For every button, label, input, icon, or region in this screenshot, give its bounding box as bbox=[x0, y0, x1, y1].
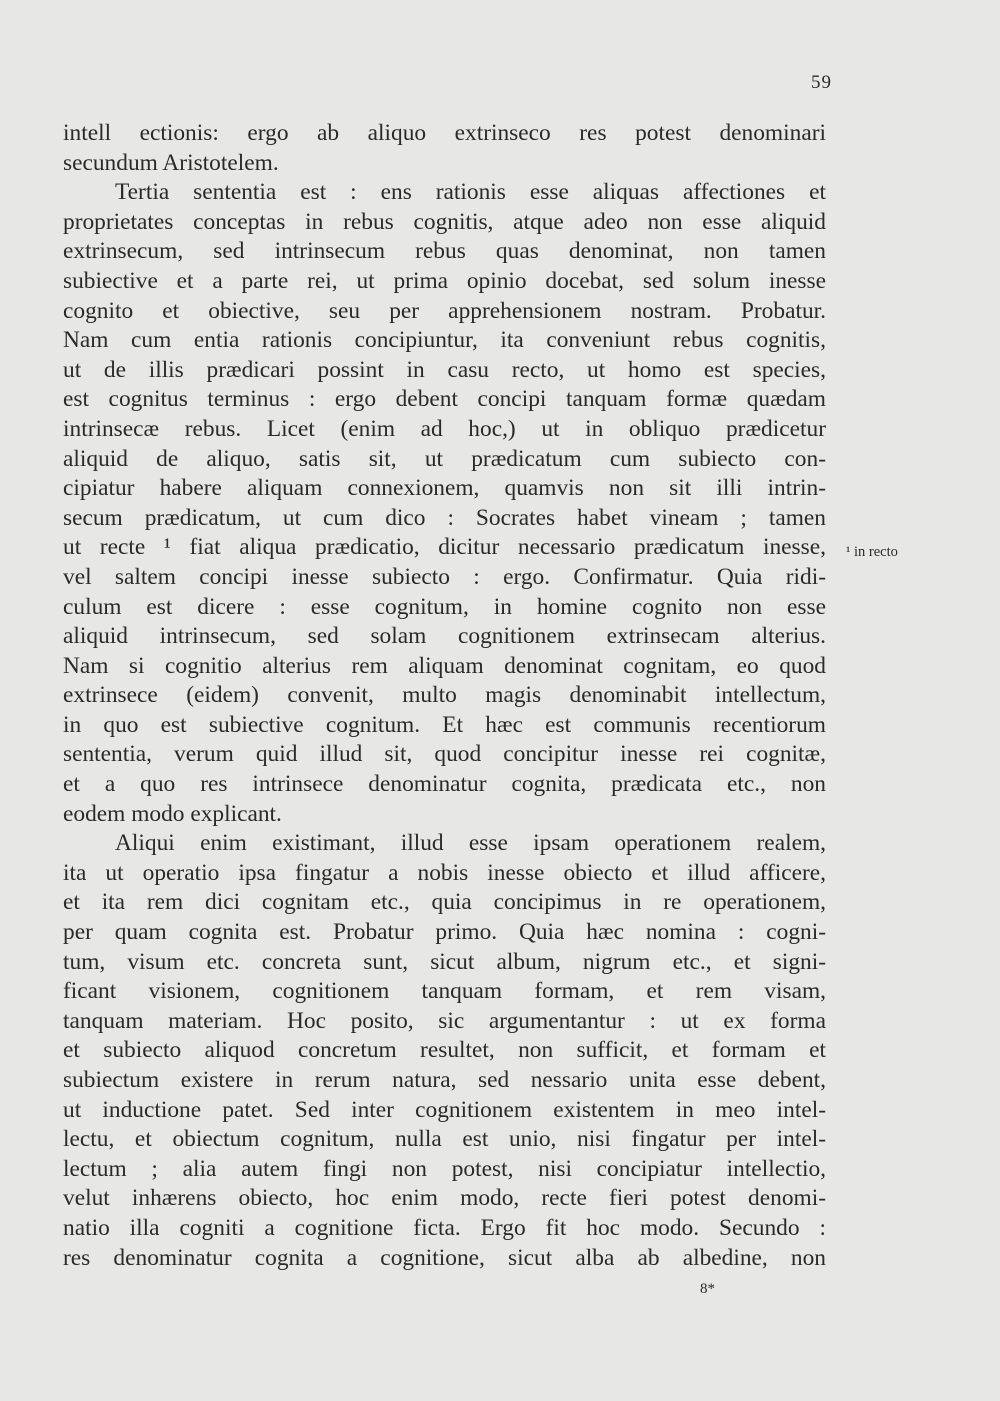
text-line: aliquid intrinsecum, sed solam cognitionem extrinsecam alterius. bbox=[63, 623, 826, 650]
text-line: subiective et a parte rei, ut prima opinio docebat, sed solum inesse bbox=[63, 267, 826, 294]
text-line: res denominatur cognita a cognitione, sicut alba ab albedine, non bbox=[63, 1244, 826, 1271]
text-line: intrinsecæ rebus. Licet (enim ad hoc,) ut in obliquo prædicetur bbox=[63, 415, 826, 442]
text-line: ut recte ¹ fiat aliqua prædicatio, dicitur necessario prædicatum inesse, bbox=[63, 534, 826, 561]
text-line: et a quo res intrinsece denominatur cognita, prædicata etc., non bbox=[63, 771, 826, 798]
text-line: sententia, verum quid illud sit, quod concipitur inesse rei cognitæ, bbox=[63, 741, 826, 768]
text-line: lectum ; alia autem fingi non potest, nisi concipiatur intellectio, bbox=[63, 1155, 826, 1182]
text-line: secum prædicatum, ut cum dico : Socrates habet vineam ; tamen bbox=[63, 504, 826, 531]
text-line: Tertia sententia est : ens rationis esse aliquas affectiones et bbox=[115, 179, 826, 206]
text-line: Nam cum entia rationis concipiuntur, ita conveniunt rebus cognitis, bbox=[63, 327, 826, 354]
text-line: secundum Aristotelem. bbox=[63, 149, 279, 176]
text-line: ut inductione patet. Sed inter cognitionem existentem in meo intel- bbox=[63, 1096, 826, 1123]
text-line: aliquid de aliquo, satis sit, ut prædicatum cum subiecto con- bbox=[63, 445, 826, 472]
marginal-footnote: ¹ in recto bbox=[846, 544, 898, 560]
text-line: et ita rem dici cognitam etc., quia concipimus in re operationem, bbox=[63, 889, 826, 916]
text-line: intell ectionis: ergo ab aliquo extrinseco res potest denominari bbox=[63, 120, 826, 146]
signature-mark: 8* bbox=[700, 1281, 715, 1297]
text-line: tum, visum etc. concreta sunt, sicut album, nigrum etc., et signi- bbox=[63, 948, 826, 975]
text-line: cognito et obiective, seu per apprehensionem nostram. Probatur. bbox=[63, 297, 826, 324]
text-line: proprietates conceptas in rebus cognitis, atque adeo non esse aliquid bbox=[63, 208, 826, 235]
body-text bbox=[63, 119, 826, 1273]
text-line: velut inhærens obiecto, hoc enim modo, recte fieri potest denomi- bbox=[63, 1185, 826, 1212]
text-line: lectu, et obiectum cognitum, nulla est unio, nisi fingatur per intel- bbox=[63, 1126, 826, 1153]
text-line: eodem modo explicant. bbox=[63, 800, 282, 827]
text-line: ficant visionem, cognitionem tanquam formam, et rem visam, bbox=[63, 978, 826, 1005]
text-line: extrinsecum, sed intrinsecum rebus quas denominat, non tamen bbox=[63, 238, 826, 265]
text-line: extrinsece (eidem) convenit, multo magis denominabit intellectum, bbox=[63, 682, 826, 709]
text-line: Aliqui enim existimant, illud esse ipsam operationem realem, bbox=[115, 830, 826, 857]
text-line: in quo est subiective cognitum. Et hæc est communis recentiorum bbox=[63, 711, 826, 738]
text-line: et subiecto aliquod concretum resultet, non sufficit, et formam et bbox=[63, 1037, 826, 1064]
text-line: culum est dicere : esse cognitum, in homine cognito non esse bbox=[63, 593, 826, 620]
page-number: 59 bbox=[811, 72, 832, 93]
text-line: subiectum existere in rerum natura, sed nessario unita esse debent, bbox=[63, 1067, 826, 1093]
text-line: tanquam materiam. Hoc posito, sic argumentantur : ut ex forma bbox=[63, 1007, 826, 1034]
text-line: natio illa cogniti a cognitione ficta. Ergo fit hoc modo. Secundo : bbox=[63, 1214, 826, 1241]
text-line: est cognitus terminus : ergo debent concipi tanquam formæ quædam bbox=[63, 386, 826, 413]
text-line: cipiatur habere aliquam connexionem, quamvis non sit illi intrin- bbox=[63, 475, 826, 502]
text-line: vel saltem concipi inesse subiecto : ergo. Confirmatur. Quia ridi- bbox=[63, 563, 826, 590]
text-line: per quam cognita est. Probatur primo. Quia hæc nomina : cogni- bbox=[63, 919, 826, 946]
text-line: ita ut operatio ipsa fingatur a nobis inesse obiecto et illud afficere, bbox=[63, 859, 826, 886]
text-line: Nam si cognitio alterius rem aliquam denominat cognitam, eo quod bbox=[63, 652, 826, 679]
text-line: ut de illis prædicari possint in casu recto, ut homo est species, bbox=[63, 356, 826, 383]
